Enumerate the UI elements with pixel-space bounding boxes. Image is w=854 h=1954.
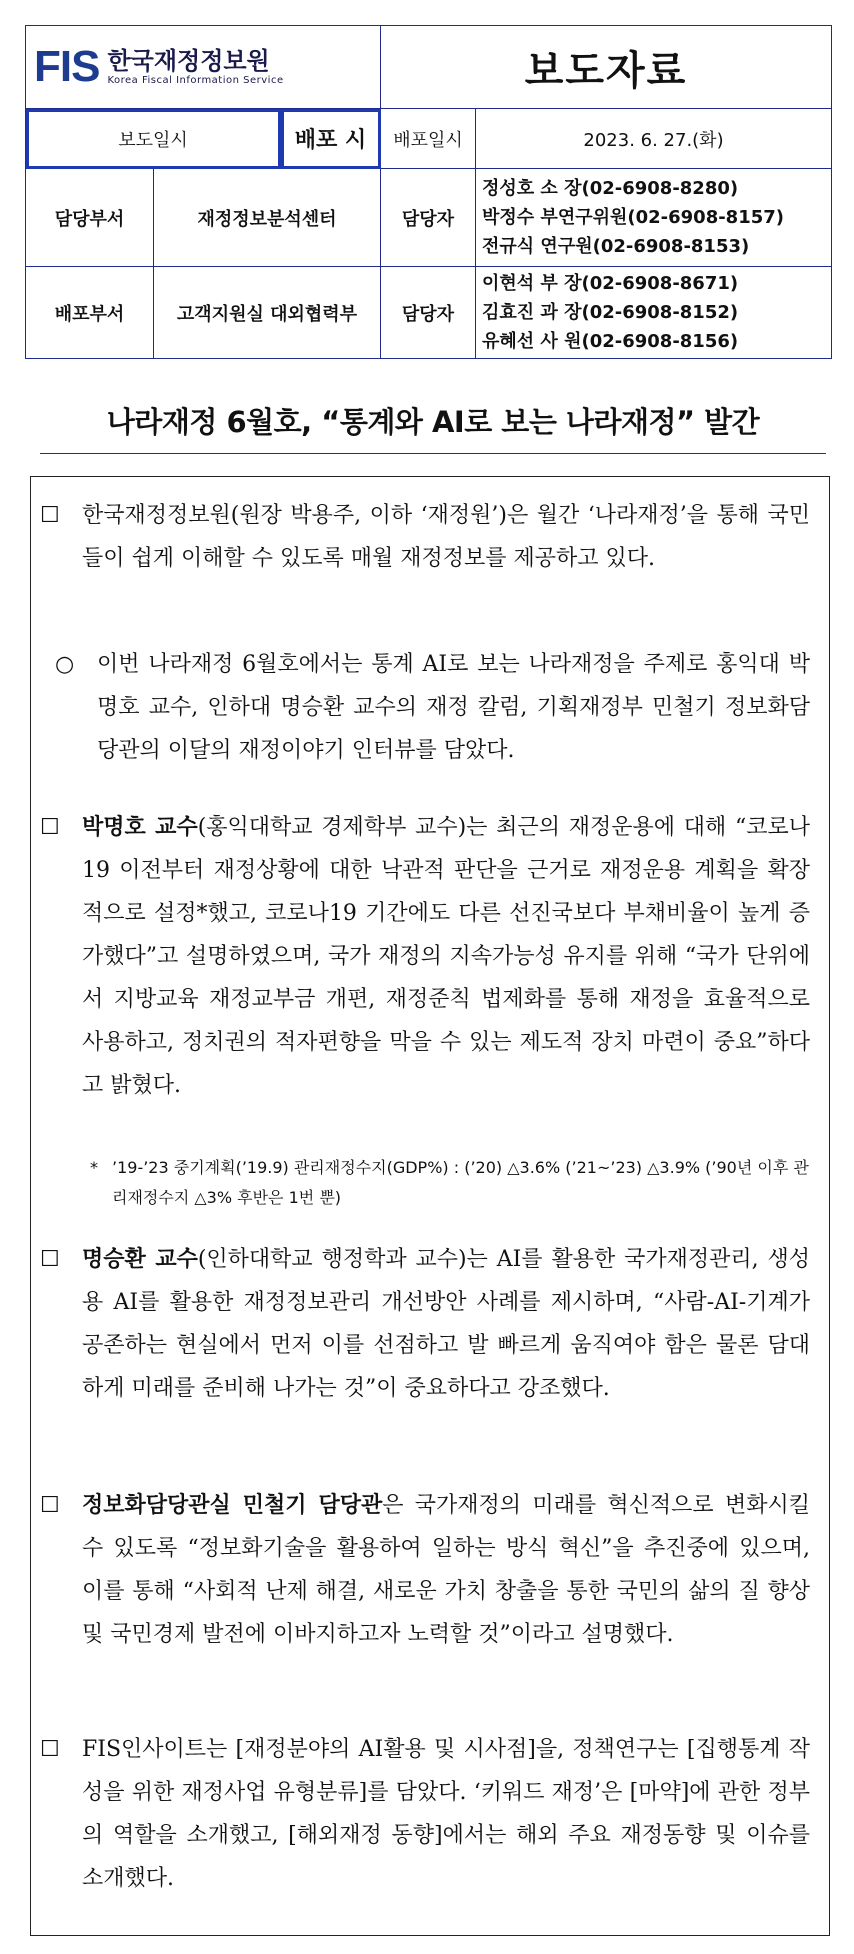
header-table (25, 25, 832, 359)
paragraph-intro-sub (55, 643, 810, 772)
contact-entry: 김효진 과 장(02-6908-8152) (482, 302, 739, 323)
checkbox-bullet-icon: ☐ (40, 503, 60, 528)
circle-bullet-icon: ○ (55, 652, 75, 677)
doc-type-title: 보도자료 (381, 26, 832, 109)
paragraph-intro (40, 494, 810, 580)
footnote (90, 1153, 820, 1213)
contact-entry: 이현석 부 장(02-6908-8671) (482, 273, 739, 294)
contact-entry: 전규식 연구원(02-6908-8153) (482, 236, 750, 257)
distribution-date: 2023. 6. 27.(화) (476, 109, 832, 169)
contact-entry: 박정수 부연구위원(02-6908-8157) (482, 207, 785, 228)
distribution-label: 배포일시 (381, 109, 476, 169)
paragraph-text: (홍익대학교 경제학부 교수)는 최근의 재정운용에 대해 “코로나19 이전부터 재정상황에 대한 낙관적 판단을 근거로 재정운용 계획을 확장적으로 설정*했고, 코로나19 기간에도 다른 선진국보다 부채비율이 높게 증가했다”고 설명하였으며, 국가 재정의 지속가능성 유지를 위해 “국가 단위에서 지방교육 재정교부금 개편, 재정준칙 법제화를 통해 재정을 효율적으로 사용하고, 정치권의 적자편향을 막을 수 있는 제도적 장치 마련이 중요”하다고 밝혔다. (82, 815, 810, 1098)
footnote-text: ’19-’23 중기계획(’19.9) 관리재정수지(GDP%) : (’20) △3.6% (’21~’23) △3.9% (’90년 이후 관리재정수지 △3% 후반은 1번 뿐) (112, 1158, 809, 1207)
person-name: 정보화담당관실 민철기 담당관 (82, 1493, 383, 1518)
dept-label-1: 담당부서 (26, 169, 154, 267)
contact-entry: 정성호 소 장(02-6908-8280) (482, 178, 739, 199)
dept-value-1: 재정정보분석센터 (154, 169, 381, 267)
contact-list-1 (476, 169, 832, 267)
release-value: 배포 시 (281, 109, 381, 169)
paragraph-fis-insight (40, 1728, 810, 1900)
contact-label-1: 담당자 (381, 169, 476, 267)
paragraph-min (40, 1484, 810, 1656)
headline-divider (40, 453, 826, 454)
contact-label-2: 담당자 (381, 267, 476, 359)
fis-logo (34, 42, 380, 91)
footnote-mark: * (90, 1158, 98, 1177)
paragraph-text: 한국재정정보원(원장 박용주, 이하 ‘재정원’)은 월간 ‘나라재정’을 통해 국민들이 쉽게 이해할 수 있도록 매월 재정정보를 제공하고 있다. (82, 503, 810, 571)
checkbox-bullet-icon: ☐ (40, 1247, 60, 1272)
checkbox-bullet-icon: ☐ (40, 1493, 60, 1518)
paragraph-text: (인하대학교 행정학과 교수)는 AI를 활용한 국가재정관리, 생성용 AI를 활용한 재정정보관리 개선방안 사례를 제시하며, “사람-AI-기계가 공존하는 현실에서 먼저 이를 선점하고 발 빠르게 움직여야 함은 물론 담대하게 미래를 준비해 나가는 것”이 중요하다고 강조했다. (82, 1247, 810, 1401)
logo-korean-name: 한국재정정보원 (107, 47, 270, 76)
contact-list-2 (476, 267, 832, 359)
person-name: 박명호 교수 (82, 815, 198, 840)
contact-entry: 유혜선 사 원(02-6908-8156) (482, 331, 739, 352)
checkbox-bullet-icon: ☐ (40, 815, 60, 840)
logo-cell (26, 26, 381, 109)
paragraph-myung (40, 1238, 810, 1410)
dept-value-2: 고객지원실 대외협력부 (154, 267, 381, 359)
release-label: 보도일시 (26, 109, 281, 169)
dept-label-2: 배포부서 (26, 267, 154, 359)
paragraph-text: 이번 나라재정 6월호에서는 통계 AI로 보는 나라재정을 주제로 홍익대 박명호 교수, 인하대 명승환 교수의 재정 칼럼, 기획재정부 민철기 정보화담당관의 이달의 재정이야기 인터뷰를 담았다. (97, 652, 810, 763)
headline: 나라재정 6월호, “통계와 AI로 보는 나라재정” 발간 (106, 405, 760, 439)
paragraph-park (40, 806, 810, 1107)
paragraph-text: FIS인사이트는 [재정분야의 AI활용 및 시사점]을, 정책연구는 [집행통계 작성을 위한 재정사업 유형분류]를 담았다. ‘키워드 재정’은 [마약]에 관한 정부의 역할을 소개했고, [해외재정 동향]에서는 해외 주요 재정동향 및 이슈를 소개했다. (82, 1737, 810, 1891)
fis-logo-mark: FIS (34, 42, 100, 91)
logo-english-name: Korea Fiscal Information Service (107, 74, 284, 86)
person-name: 명승환 교수 (82, 1247, 198, 1272)
checkbox-bullet-icon: ☐ (40, 1737, 60, 1762)
paragraph-text: 은 국가재정의 미래를 혁신적으로 변화시킬 수 있도록 “정보화기술을 활용하여 일하는 방식 혁신”을 추진중에 있으며, 이를 통해 “사회적 난제 해결, 새로운 가치 창출을 통한 국민의 삶의 질 향상 및 국민경제 발전에 이바지하고자 노력할 것”이라고 설명했다. (82, 1493, 810, 1647)
